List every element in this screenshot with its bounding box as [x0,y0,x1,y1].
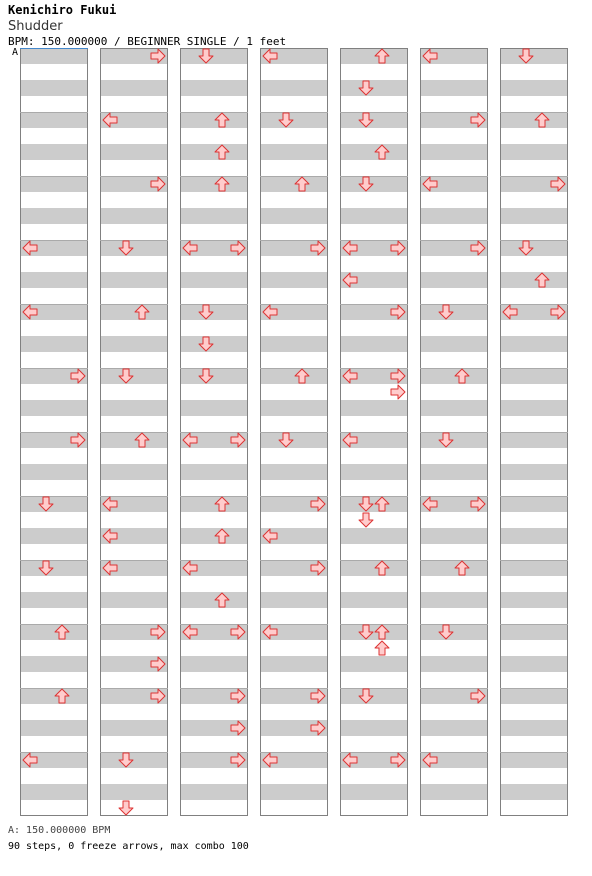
beat-stripe [100,80,168,96]
bpm-change-list: A: 150.000000 BPM [8,825,111,836]
beat-stripe [420,528,488,544]
beat-stripe [500,784,568,800]
beat-stripe [100,272,168,288]
beat-stripe [100,400,168,416]
beat-stripe [420,560,488,576]
beat-stripe [20,624,88,640]
chart-column [500,48,568,816]
beat-stripe [340,336,408,352]
beat-stripe [340,720,408,736]
beat-stripe [260,336,328,352]
beat-stripe [420,656,488,672]
beat-stripe [340,144,408,160]
beat-stripe [340,80,408,96]
beat-stripe [20,400,88,416]
beat-stripe [500,240,568,256]
beat-stripe [500,624,568,640]
beat-stripe [260,112,328,128]
beat-stripe [340,208,408,224]
beat-stripe [500,48,568,64]
beat-stripe [180,464,248,480]
beat-stripe [260,784,328,800]
beat-stripe [100,336,168,352]
song-title: Shudder [8,19,63,34]
artist-name: Kenichiro Fukui [8,3,117,17]
beat-stripe [100,368,168,384]
beat-stripe [500,208,568,224]
beat-stripe [180,208,248,224]
beat-stripe [340,528,408,544]
beat-stripe [500,432,568,448]
beat-stripe [180,272,248,288]
beat-stripe [340,560,408,576]
beat-stripe [180,48,248,64]
chart-column [20,48,88,816]
beat-stripe [20,496,88,512]
beat-stripe [260,368,328,384]
beat-stripe [500,496,568,512]
beat-stripe [260,144,328,160]
beat-stripe [100,752,168,768]
beat-stripe [500,560,568,576]
beat-stripe [420,400,488,416]
beat-stripe [340,784,408,800]
beat-stripe [100,784,168,800]
beat-stripe [420,272,488,288]
beat-stripe [100,208,168,224]
beat-stripe [260,176,328,192]
beat-stripe [180,528,248,544]
beat-stripe [340,656,408,672]
beat-stripe [420,784,488,800]
chart-column [340,48,408,816]
beat-stripe [500,400,568,416]
beat-stripe [340,496,408,512]
beat-stripe [340,48,408,64]
beat-stripe [180,336,248,352]
beat-stripe [20,592,88,608]
beat-stripe [340,688,408,704]
beat-stripe [340,592,408,608]
beat-stripe [20,784,88,800]
beat-stripe [180,784,248,800]
beat-stripe [500,272,568,288]
beat-stripe [500,112,568,128]
beat-stripe [260,272,328,288]
beat-stripe [260,592,328,608]
beat-stripe [420,624,488,640]
beat-stripe [420,368,488,384]
chart-info: BPM: 150.000000 / BEGINNER SINGLE / 1 feet [8,35,287,48]
beat-stripe [260,208,328,224]
bpm-marker-label: A [12,47,19,58]
beat-stripe [20,208,88,224]
beat-stripe [20,272,88,288]
beat-stripe [260,464,328,480]
beat-stripe [500,336,568,352]
beat-stripe [180,144,248,160]
beat-stripe [20,48,88,64]
beat-stripe [500,656,568,672]
beat-stripe [180,176,248,192]
beat-stripe [500,720,568,736]
beat-stripe [20,528,88,544]
beat-stripe [340,176,408,192]
beat-stripe [20,464,88,480]
beat-stripe [20,336,88,352]
beat-stripe [180,368,248,384]
beat-stripe [500,528,568,544]
beat-stripe [100,432,168,448]
beat-stripe [340,400,408,416]
beat-stripe [420,432,488,448]
beat-stripe [420,144,488,160]
step-stats: 90 steps, 0 freeze arrows, max combo 100 [8,841,249,852]
beat-stripe [100,720,168,736]
beat-stripe [100,144,168,160]
beat-stripe [420,720,488,736]
beat-stripe [500,144,568,160]
beat-stripe [180,656,248,672]
beat-stripe [20,176,88,192]
beat-stripe [260,80,328,96]
beat-stripe [20,560,88,576]
beat-stripe [180,304,248,320]
beat-stripe [500,368,568,384]
beat-stripe [20,80,88,96]
beat-stripe [260,432,328,448]
beat-stripe [420,304,488,320]
beat-stripe [260,656,328,672]
beat-stripe [20,656,88,672]
beat-stripe [100,592,168,608]
beat-stripe [500,80,568,96]
beat-stripe [180,112,248,128]
beat-stripe [340,464,408,480]
beat-stripe [500,464,568,480]
beat-stripe [420,336,488,352]
beat-stripe [180,400,248,416]
beat-stripe [100,464,168,480]
beat-stripe [420,464,488,480]
beat-stripe [20,112,88,128]
beat-stripe [420,592,488,608]
beat-stripe [180,496,248,512]
beat-stripe [340,624,408,640]
beat-stripe [340,112,408,128]
beat-stripe [180,80,248,96]
beat-stripe [180,592,248,608]
beat-stripe [500,592,568,608]
beat-stripe [100,240,168,256]
beat-stripe [100,304,168,320]
beat-stripe [500,688,568,704]
beat-stripe [500,752,568,768]
beat-stripe [420,80,488,96]
beat-stripe [260,400,328,416]
beat-stripe [20,144,88,160]
beat-stripe [420,208,488,224]
beat-stripe [20,688,88,704]
beat-stripe [20,720,88,736]
